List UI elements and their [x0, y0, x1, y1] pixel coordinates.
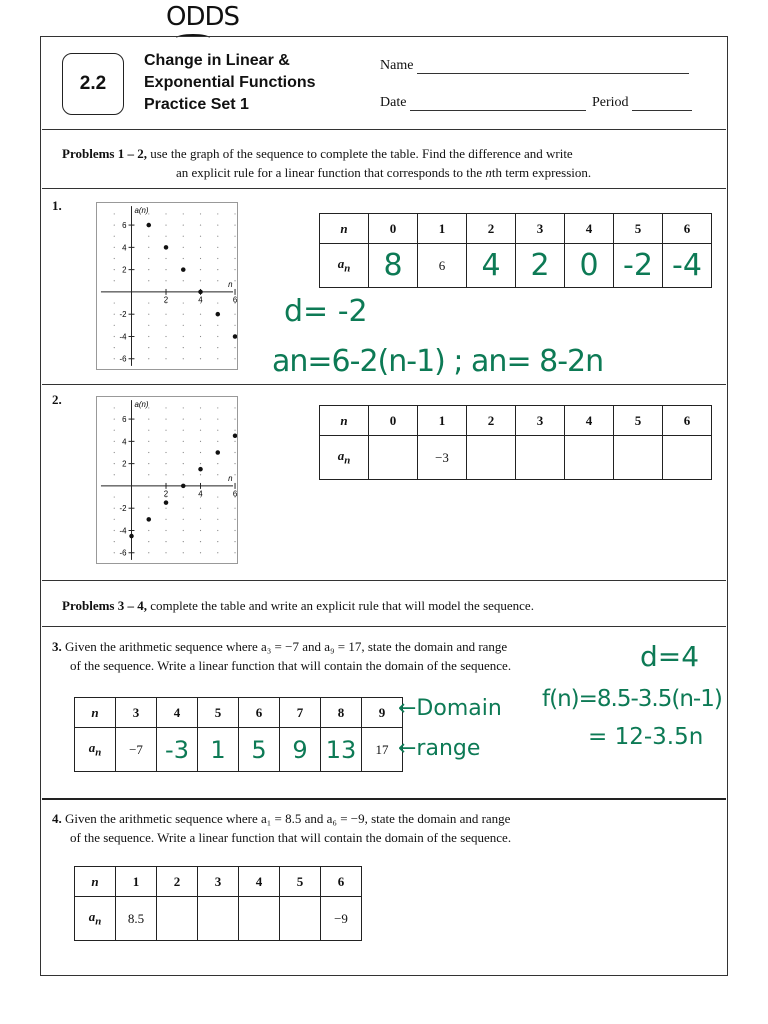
grid-dot — [217, 302, 218, 303]
grid-dot — [165, 552, 166, 553]
grid-dot — [234, 369, 235, 370]
answer-cell[interactable] — [239, 897, 280, 941]
grid-dot — [200, 347, 201, 348]
grid-dot — [183, 441, 184, 442]
grid-dot — [200, 563, 201, 564]
grid-dot — [165, 452, 166, 453]
y-tick-label: 4 — [122, 243, 127, 253]
period-field[interactable]: Period — [592, 95, 692, 111]
grid-dot — [148, 302, 149, 303]
grid-dot — [234, 213, 235, 214]
problem-2-number: 2. — [52, 392, 62, 407]
answer-cell[interactable] — [516, 436, 565, 480]
domain-annotation: ←Domain — [398, 696, 502, 721]
data-point — [233, 434, 238, 439]
grid-dot — [165, 269, 166, 270]
grid-dot — [114, 236, 115, 237]
grid-dot — [217, 407, 218, 408]
grid-dot — [183, 236, 184, 237]
grid-dot — [114, 496, 115, 497]
grid-dot — [165, 358, 166, 359]
grid-dot — [200, 407, 201, 408]
grid-dot — [183, 336, 184, 337]
grid-dot — [114, 530, 115, 531]
grid-dot — [148, 358, 149, 359]
divider — [42, 626, 726, 627]
answer-cell[interactable]: 8 — [369, 244, 418, 288]
grid-dot — [200, 452, 201, 453]
data-point — [146, 223, 151, 228]
problem-4-table: n 1 2 3 4 5 6 $a_n$ 8.5 −9 — [74, 866, 362, 941]
x-tick-label: 4 — [198, 295, 203, 305]
grid-dot — [148, 347, 149, 348]
grid-dot — [114, 441, 115, 442]
grid-dot — [217, 474, 218, 475]
x-tick-label: 4 — [198, 489, 203, 499]
grid-dot — [114, 474, 115, 475]
grid-dot — [165, 347, 166, 348]
grid-dot — [165, 407, 166, 408]
grid-dot — [114, 247, 115, 248]
data-point — [233, 334, 238, 339]
divider — [42, 384, 726, 385]
data-point — [129, 534, 134, 539]
grid-dot — [165, 314, 166, 315]
grid-dot — [234, 224, 235, 225]
answer-cell[interactable]: 0 — [565, 244, 614, 288]
x-axis-label: n — [228, 279, 233, 289]
grid-dot — [217, 552, 218, 553]
grid-dot — [183, 474, 184, 475]
problem-3-rule-1: f(n)=8.5-3.5(n-1) — [542, 686, 722, 712]
y-tick-label: -6 — [119, 354, 127, 364]
grid-dot — [234, 358, 235, 359]
grid-dot — [234, 314, 235, 315]
grid-dot — [200, 280, 201, 281]
grid-dot — [200, 236, 201, 237]
grid-dot — [183, 302, 184, 303]
grid-dot — [165, 280, 166, 281]
grid-dot — [183, 224, 184, 225]
data-point — [198, 467, 203, 472]
grid-dot — [217, 430, 218, 431]
grid-dot — [148, 336, 149, 337]
grid-dot — [114, 314, 115, 315]
grid-dot — [200, 463, 201, 464]
grid-dot — [234, 508, 235, 509]
grid-dot — [165, 474, 166, 475]
given-cell: 17 — [362, 728, 403, 772]
grid-dot — [114, 418, 115, 419]
grid-dot — [217, 358, 218, 359]
problem-3-table: n 3 4 5 6 7 8 9 $a_n$ −7 -3 1 5 9 13 17 — [74, 697, 403, 772]
y-tick-label: 6 — [122, 221, 127, 231]
grid-dot — [183, 407, 184, 408]
grid-dot — [217, 369, 218, 370]
given-cell: 6 — [418, 244, 467, 288]
grid-dot — [165, 213, 166, 214]
grid-dot — [114, 336, 115, 337]
grid-dot — [234, 452, 235, 453]
given-cell: −7 — [116, 728, 157, 772]
grid-dot — [217, 347, 218, 348]
grid-dot — [114, 258, 115, 259]
answer-cell[interactable] — [565, 436, 614, 480]
answer-cell[interactable]: 5 — [239, 728, 280, 772]
grid-dot — [183, 463, 184, 464]
problem-1-difference: d= -2 — [284, 294, 368, 329]
odds-note: ODDS — [166, 2, 240, 32]
answer-cell[interactable] — [663, 436, 712, 480]
answer-cell[interactable] — [614, 436, 663, 480]
grid-dot — [165, 258, 166, 259]
y-tick-label: 4 — [122, 437, 127, 447]
grid-dot — [165, 336, 166, 337]
grid-dot — [200, 358, 201, 359]
y-axis-label: a(n) — [134, 206, 149, 216]
x-tick-label: 6 — [232, 295, 238, 305]
grid-dot — [234, 552, 235, 553]
grid-dot — [234, 247, 235, 248]
y-tick-label: -2 — [119, 310, 127, 320]
x-tick-label: 2 — [163, 489, 169, 499]
grid-dot — [165, 369, 166, 370]
grid-dot — [200, 247, 201, 248]
grid-dot — [217, 463, 218, 464]
grid-dot — [183, 280, 184, 281]
grid-dot — [148, 236, 149, 237]
grid-dot — [148, 530, 149, 531]
grid-dot — [148, 369, 149, 370]
grid-dot — [165, 236, 166, 237]
grid-dot — [148, 441, 149, 442]
grid-dot — [234, 418, 235, 419]
grid-dot — [114, 452, 115, 453]
grid-dot — [114, 563, 115, 564]
grid-dot — [217, 496, 218, 497]
grid-dot — [200, 224, 201, 225]
grid-dot — [234, 463, 235, 464]
given-cell: 8.5 — [116, 897, 157, 941]
grid-dot — [200, 530, 201, 531]
grid-dot — [148, 474, 149, 475]
name-field[interactable]: Name — [380, 58, 689, 74]
y-axis-label: a(n) — [134, 400, 149, 410]
divider — [42, 188, 726, 189]
grid-dot — [200, 336, 201, 337]
grid-dot — [200, 258, 201, 259]
answer-cell[interactable]: 9 — [280, 728, 321, 772]
given-cell: −3 — [418, 436, 467, 480]
problem-2-graph — [96, 396, 238, 564]
grid-dot — [183, 430, 184, 431]
grid-dot — [114, 269, 115, 270]
grid-dot — [165, 430, 166, 431]
x-axis-label: n — [228, 473, 233, 483]
data-point — [181, 267, 186, 272]
grid-dot — [183, 541, 184, 542]
problem-2-table: n 0 1 2 3 4 5 6 $a_n$ −3 — [319, 405, 712, 480]
divider — [42, 129, 726, 130]
grid-dot — [114, 369, 115, 370]
answer-cell[interactable]: 4 — [467, 244, 516, 288]
grid-dot — [234, 541, 235, 542]
worksheet-title: Change in Linear & Exponential Functions Practice Set 1 — [144, 52, 316, 113]
grid-dot — [234, 325, 235, 326]
grid-dot — [183, 213, 184, 214]
answer-cell[interactable]: -2 — [614, 244, 663, 288]
divider — [42, 798, 726, 800]
grid-dot — [148, 552, 149, 553]
answer-cell[interactable] — [157, 897, 198, 941]
grid-dot — [234, 236, 235, 237]
answer-cell[interactable] — [280, 897, 321, 941]
grid-dot — [148, 258, 149, 259]
grid-dot — [114, 358, 115, 359]
divider — [42, 580, 726, 581]
grid-dot — [148, 508, 149, 509]
grid-dot — [165, 508, 166, 509]
grid-dot — [165, 325, 166, 326]
grid-dot — [183, 563, 184, 564]
grid-dot — [217, 247, 218, 248]
grid-dot — [217, 418, 218, 419]
grid-dot — [183, 519, 184, 520]
grid-dot — [114, 325, 115, 326]
grid-dot — [200, 418, 201, 419]
grid-dot — [114, 463, 115, 464]
grid-dot — [183, 508, 184, 509]
grid-dot — [200, 430, 201, 431]
y-tick-label: -4 — [119, 526, 127, 536]
answer-cell[interactable]: 1 — [198, 728, 239, 772]
grid-dot — [148, 269, 149, 270]
grid-dot — [183, 358, 184, 359]
grid-dot — [234, 530, 235, 531]
grid-dot — [114, 280, 115, 281]
grid-dot — [114, 347, 115, 348]
date-field[interactable]: Date — [380, 95, 586, 111]
grid-dot — [165, 530, 166, 531]
grid-dot — [165, 463, 166, 464]
answer-cell[interactable] — [369, 436, 418, 480]
data-point — [164, 245, 169, 250]
grid-dot — [234, 441, 235, 442]
grid-dot — [200, 508, 201, 509]
grid-dot — [200, 474, 201, 475]
grid-dot — [234, 519, 235, 520]
grid-dot — [114, 407, 115, 408]
grid-dot — [200, 552, 201, 553]
grid-dot — [114, 224, 115, 225]
grid-dot — [183, 247, 184, 248]
grid-dot — [217, 508, 218, 509]
problem-1-table: n 0 1 2 3 4 5 6 $a_n$ 8 6 4 2 0 -2 -4 — [319, 213, 712, 288]
grid-dot — [165, 541, 166, 542]
grid-dot — [183, 530, 184, 531]
grid-dot — [200, 441, 201, 442]
y-tick-label: -4 — [119, 332, 127, 342]
grid-dot — [114, 519, 115, 520]
grid-dot — [183, 325, 184, 326]
grid-dot — [234, 269, 235, 270]
grid-dot — [217, 519, 218, 520]
problem-1-rule: an=6-2(n-1) ; an= 8-2n — [272, 344, 604, 379]
answer-cell[interactable]: 13 — [321, 728, 362, 772]
grid-dot — [200, 369, 201, 370]
grid-dot — [183, 496, 184, 497]
grid-dot — [234, 407, 235, 408]
y-tick-label: 6 — [122, 415, 127, 425]
grid-dot — [148, 541, 149, 542]
grid-dot — [148, 325, 149, 326]
x-tick-label: 6 — [232, 489, 238, 499]
grid-dot — [217, 441, 218, 442]
grid-dot — [148, 496, 149, 497]
grid-dot — [183, 347, 184, 348]
grid-dot — [234, 430, 235, 431]
grid-dot — [234, 258, 235, 259]
data-point — [181, 484, 186, 489]
grid-dot — [148, 247, 149, 248]
grid-dot — [217, 563, 218, 564]
grid-dot — [234, 280, 235, 281]
grid-dot — [183, 369, 184, 370]
grid-dot — [114, 552, 115, 553]
grid-dot — [200, 325, 201, 326]
grid-dot — [217, 336, 218, 337]
instructions-1-2: Problems 1 – 2, use the graph of the sequence to complete the table. Find the difference and write an explicit rule for a linear function that corresponds to the nth term expression. — [62, 146, 592, 180]
y-tick-label: 2 — [122, 459, 127, 469]
grid-dot — [165, 563, 166, 564]
grid-dot — [114, 302, 115, 303]
data-point — [198, 290, 203, 295]
grid-dot — [148, 563, 149, 564]
grid-dot — [148, 452, 149, 453]
grid-dot — [183, 418, 184, 419]
problem-1-number: 1. — [52, 198, 62, 213]
grid-dot — [217, 541, 218, 542]
grid-dot — [183, 552, 184, 553]
x-tick-label: 2 — [163, 295, 169, 305]
grid-dot — [148, 314, 149, 315]
grid-dot — [217, 280, 218, 281]
problem-3-difference: d=4 — [640, 640, 700, 673]
grid-dot — [148, 280, 149, 281]
grid-dot — [114, 508, 115, 509]
y-tick-label: 2 — [122, 265, 127, 275]
answer-cell[interactable] — [198, 897, 239, 941]
grid-dot — [114, 430, 115, 431]
y-tick-label: -2 — [119, 504, 127, 514]
grid-dot — [234, 347, 235, 348]
data-point — [164, 500, 169, 505]
answer-cell[interactable]: -4 — [663, 244, 712, 288]
data-point — [216, 312, 221, 317]
grid-dot — [165, 519, 166, 520]
grid-dot — [114, 541, 115, 542]
grid-dot — [183, 452, 184, 453]
data-point — [216, 450, 221, 455]
answer-cell[interactable]: 2 — [516, 244, 565, 288]
grid-dot — [234, 563, 235, 564]
grid-dot — [217, 269, 218, 270]
grid-dot — [148, 463, 149, 464]
answer-cell[interactable] — [467, 436, 516, 480]
grid-dot — [217, 213, 218, 214]
grid-dot — [234, 474, 235, 475]
section-badge: 2.2 — [62, 53, 124, 115]
range-annotation: ←range — [398, 736, 481, 761]
grid-dot — [217, 224, 218, 225]
grid-dot — [200, 269, 201, 270]
grid-dot — [148, 418, 149, 419]
grid-dot — [165, 224, 166, 225]
grid-dot — [217, 530, 218, 531]
grid-dot — [217, 325, 218, 326]
problem-3-text: 3. Given the arithmetic sequence where a₃ = −7 and a₉ = 17, state the domain and range of the sequence. Write a linear function that will contain the domain of the sequence. — [52, 639, 512, 673]
y-tick-label: -6 — [119, 548, 127, 558]
problem-1-graph — [96, 202, 238, 370]
data-point — [146, 517, 151, 522]
grid-dot — [165, 418, 166, 419]
grid-dot — [183, 314, 184, 315]
answer-cell[interactable]: -3 — [157, 728, 198, 772]
grid-dot — [200, 314, 201, 315]
grid-dot — [217, 236, 218, 237]
instructions-3-4: Problems 3 – 4, complete the table and write an explicit rule that will model the sequence. — [62, 598, 534, 613]
grid-dot — [183, 258, 184, 259]
grid-dot — [200, 519, 201, 520]
grid-dot — [200, 213, 201, 214]
grid-dot — [114, 213, 115, 214]
problem-4-text: 4. Given the arithmetic sequence where a₁ = 8.5 and a₆ = −9, state the domain and range of the sequence. Write a linear function that will contain the domain of the sequence. — [52, 811, 512, 845]
grid-dot — [200, 541, 201, 542]
given-cell: −9 — [321, 897, 362, 941]
grid-dot — [148, 430, 149, 431]
grid-dot — [217, 258, 218, 259]
problem-3-rule-2: = 12-3.5n — [588, 724, 704, 750]
grid-dot — [165, 441, 166, 442]
